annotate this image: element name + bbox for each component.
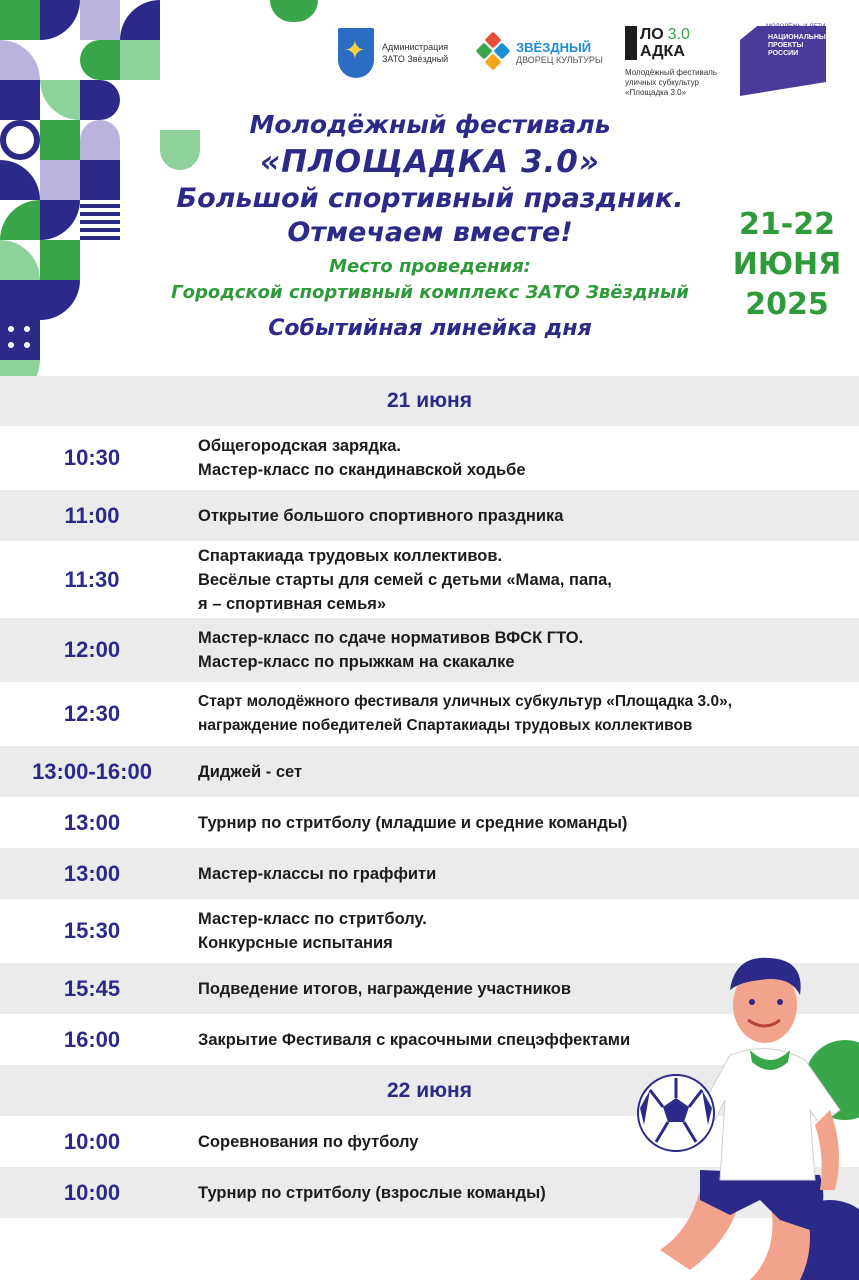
schedule-subtitle: Событийная линейка дня [268, 316, 592, 341]
national-projects-line3: РОССИИ [768, 50, 799, 57]
ploshchadka-word2: АДКА [640, 43, 685, 60]
row-text: Общегородская зарядка. Мастер-класс по скандинавской ходьбе [198, 437, 526, 479]
row-time: 12:30 [63, 701, 121, 726]
row-time: 13:00-16:00 [32, 758, 152, 784]
row-text: Закрытие Фестиваля с красочными спецэффектами [198, 1030, 631, 1049]
ploshchadka-sub1: Молодёжный фестиваль [625, 68, 717, 77]
ploshchadka-mark-icon [625, 26, 637, 60]
row-text: Старт молодёжного фестиваля уличных субкультур «Площадка 3.0», награждение победителей Спартакиады трудовых коллективов [198, 693, 733, 734]
palace-name: ЗВЁЗДНЫЙ [516, 39, 592, 55]
row-text: Турнир по стритболу (взрослые команды) [198, 1183, 546, 1202]
event-year: 2025 [745, 287, 829, 322]
row-time: 10:30 [63, 445, 121, 470]
ploshchadka-word1: ЛО [640, 26, 664, 43]
day-header [0, 376, 859, 426]
national-projects-logo [740, 26, 840, 98]
schedule-row [0, 848, 859, 899]
decorative-corner [270, 0, 318, 22]
row-text: Подведение итогов, награждение участников [198, 979, 571, 998]
event-slogan: Отмечаем вместе! [287, 217, 573, 248]
event-month: ИЮНЯ [732, 247, 842, 282]
administration-logo [338, 28, 448, 78]
ploshchadka-sub2: уличных субкультур [625, 78, 699, 87]
venue-label: Место проведения: [329, 256, 531, 277]
schedule-row [0, 746, 859, 797]
schedule-row [0, 797, 859, 848]
row-time: 12:00 [63, 637, 121, 662]
palace-logo [476, 32, 603, 72]
poster-header [130, 108, 730, 346]
ploshchadka-version: 3.0 [667, 26, 690, 43]
schedule-row [0, 682, 859, 746]
event-days: 21-22 [739, 207, 835, 242]
row-text: Диджей - сет [198, 762, 303, 781]
schedule-row [0, 541, 859, 618]
national-projects-top: МОЛОДЁЖЬ И ДЕТИ [766, 24, 826, 30]
row-time: 11:30 [64, 566, 120, 592]
festival-name: «ПЛОЩАДКА 3.0» [259, 144, 601, 180]
schedule-row [0, 426, 859, 490]
schedule-row [0, 490, 859, 541]
row-time: 15:45 [63, 975, 121, 1001]
logo-strip [330, 18, 850, 108]
coat-of-arms-icon [338, 28, 374, 78]
row-time: 10:00 [63, 1179, 121, 1205]
row-time: 16:00 [63, 1026, 121, 1052]
national-projects-line2: ПРОЕКТЫ [768, 42, 804, 49]
event-title: Большой спортивный праздник. [176, 183, 684, 214]
row-time: 10:00 [63, 1128, 121, 1154]
row-text: Мастер-класс по стритболу. Конкурсные испытания [198, 910, 427, 952]
administration-line2: ЗАТО Звёздный [382, 54, 449, 64]
row-text: Соревнования по футболу [198, 1132, 419, 1151]
row-text: Мастер-класс по сдаче нормативов ВФСК ГТО. Мастер-класс по прыжкам на скакалке [198, 629, 584, 671]
national-projects-line1: НАЦИОНАЛЬНЫЕ [768, 34, 831, 41]
row-time: 11:00 [64, 502, 120, 528]
festival-title: Молодёжный фестиваль [249, 110, 611, 139]
schedule-row [0, 618, 859, 682]
row-text: Турнир по стритболу (младшие и средние команды) [198, 813, 628, 832]
venue-value: Городской спортивный комплекс ЗАТО Звёздный [171, 282, 689, 303]
row-text: Спартакиада трудовых коллективов. Весёлые старты для семей с детьми «Мама, папа, я – спортивная семья» [198, 546, 612, 613]
row-text: Мастер-классы по граффити [198, 864, 437, 883]
row-time: 15:30 [63, 918, 121, 943]
ploshchadka-sub3: «Площадка 3.0» [625, 88, 687, 97]
day-label: 22 июня [387, 1078, 472, 1102]
row-time: 13:00 [63, 860, 121, 886]
palace-sub: ДВОРЕЦ КУЛЬТУРЫ [516, 54, 603, 65]
row-text: Открытие большого спортивного праздника [198, 506, 564, 525]
day-label: 21 июня [387, 389, 472, 412]
star-mark-icon [476, 32, 510, 72]
event-dates [732, 205, 842, 325]
administration-line1: Администрация [382, 42, 449, 52]
row-time: 13:00 [63, 809, 121, 835]
football-player-illustration [630, 950, 859, 1280]
ploshchadka-logo [625, 26, 745, 98]
